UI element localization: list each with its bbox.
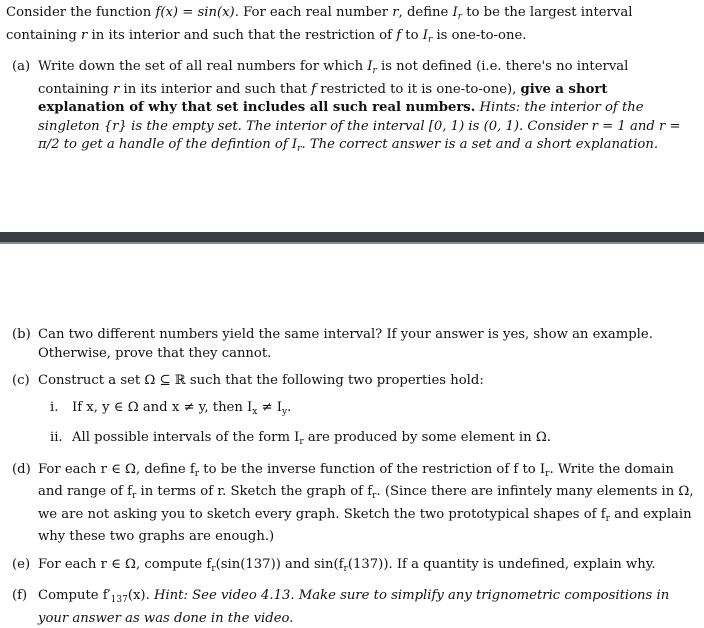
part-a-text: Write down the set of all real numbers for which $I_r$ is not defined (i.e. there's no interval containing r in its interior and such that f restricted to it is one-to-one), give a short explanation of why that set includes all such real numbers. Hints: the interior of the singleton {r} is the empty set. The interior of the interval [0, 1) is (0, 1). Consider r = 1 and r = π/2 to get a handle of the defintion of $I_r$. The correct answer is a set and a short explanation.: [38, 59, 681, 154]
intro-paragraph: Consider the function f(x) = sin(x). For each real number r, define $I_r$ to be the largest interval containing r in its interior and such that the restriction of f to $I_r$ is one-to-one.: [6, 5, 633, 45]
part-c-ii: ii. All possible intervals of the form $I_r$ are produced by some element in Ω.: [50, 430, 551, 447]
part-b: [6, 326, 694, 363]
part-c-i: i. If x, y ∈ Ω and x ≠ y, then $I_x \ne I_y$.: [50, 399, 292, 417]
page-divider: [0, 232, 704, 242]
part-a: [6, 58, 694, 159]
section-top: [6, 4, 694, 159]
part-c: [6, 372, 694, 391]
part-c-label: (c): [12, 373, 30, 388]
part-e-text: For each r ∈ Ω, compute $f_r(\sin(137))$ and $\sin(f_r(137))$. If a quantity is undefined, explain why.: [38, 556, 656, 574]
part-f: [6, 587, 694, 628]
part-d: [6, 461, 694, 547]
part-b-label: (b): [12, 327, 31, 342]
part-c-text: Construct a set Ω ⊆ ℝ such that the following two properties hold:: [38, 373, 484, 388]
part-e: [6, 556, 694, 579]
part-f-text: Compute $f'_{137}(x)$. Hint: See video 4.13. Make sure to simplify any trignometric compositions in your answer as was done in the video.: [38, 588, 670, 626]
part-f-label: (f): [12, 588, 28, 603]
section-bottom: [6, 326, 694, 628]
part-e-label: (e): [12, 556, 31, 572]
part-b-text: Can two different numbers yield the same interval? If your answer is yes, show an example. Otherwise, prove that they cannot.: [38, 327, 653, 361]
part-d-label: (d): [12, 461, 31, 477]
part-a-label: (a): [12, 59, 31, 74]
part-d-text: For each r ∈ Ω, define $f_r$ to be the inverse function of the restriction of f to $I_r$. Write the domain and range of $f_r$ in terms of r. Sketch the graph of $f_r$. (Since there are infintely many elements in Ω, we are not asking you to sketch every graph. Sketch the two prototypical shapes of $f_r$ and explain why these two graphs are enough.): [38, 461, 694, 544]
page-divider-shadow: [0, 242, 704, 244]
